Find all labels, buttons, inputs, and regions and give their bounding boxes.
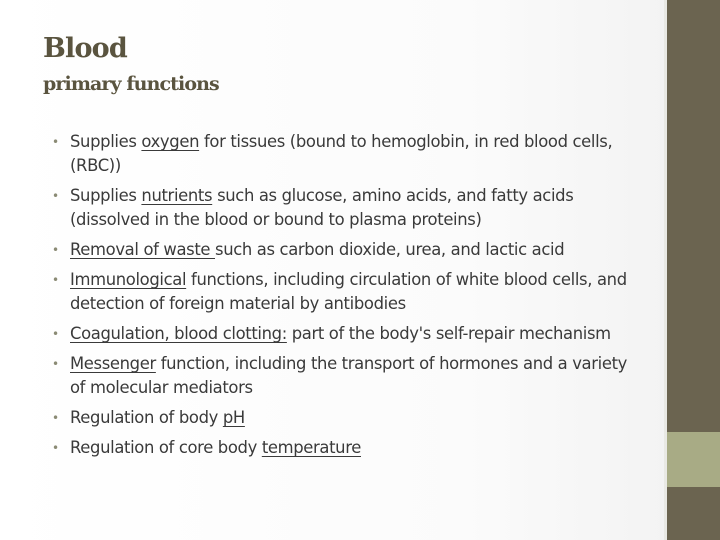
bullet-text: such as glucose, amino acids, and fatty acids (dissolved in the blood or bound to plasma proteins) — [70, 186, 574, 229]
bullet-dot-icon: • — [52, 411, 59, 425]
underlined-term: temperature — [261, 438, 361, 457]
bullet-dot-icon: • — [52, 243, 59, 257]
underlined-term: Removal of waste — [70, 240, 216, 259]
underlined-term: oxygen — [141, 132, 200, 151]
bullet-item-ph — [52, 406, 642, 430]
bullet-item-immunological — [52, 268, 642, 316]
bullet-text: Regulation of core body — [70, 438, 262, 457]
bullet-text: function, including the transport of hormones and a variety of molecular mediators — [70, 354, 627, 397]
slide-subtitle: primary functions — [43, 73, 219, 95]
underlined-term: Coagulation, blood clotting: — [70, 324, 287, 343]
bullet-item-oxygen — [52, 130, 642, 178]
bullet-item-coagulation — [52, 322, 642, 346]
bullet-item-messenger — [52, 352, 642, 400]
bullet-dot-icon: • — [52, 327, 59, 341]
bullet-text: for tissues (bound to hemoglobin, in red blood cells, (RBC)) — [70, 132, 613, 175]
bullet-dot-icon: • — [52, 135, 59, 149]
bullet-item-temperature — [52, 436, 642, 460]
slide-title: Blood — [43, 33, 127, 64]
bullet-text: Supplies — [70, 186, 142, 205]
underlined-term: pH — [222, 408, 245, 427]
underlined-term: nutrients — [141, 186, 213, 205]
sidebar-accent-block — [667, 432, 720, 487]
bullet-dot-icon: • — [52, 189, 59, 203]
bullet-text: part of the body's self-repair mechanism — [286, 324, 611, 343]
bullet-text: such as carbon dioxide, urea, and lactic acid — [215, 240, 565, 259]
bullet-dot-icon: • — [52, 357, 59, 371]
underlined-term: Messenger — [70, 354, 156, 373]
bullet-item-nutrients — [52, 184, 642, 232]
bullet-text: Supplies — [70, 132, 142, 151]
bullet-text: Regulation of body — [70, 408, 223, 427]
bullet-item-waste — [52, 238, 642, 262]
underlined-term: Immunological — [70, 270, 187, 289]
bullet-text: functions, including circulation of white blood cells, and detection of foreign material by antibodies — [70, 270, 627, 313]
bullet-dot-icon: • — [52, 441, 59, 455]
bullet-list — [52, 130, 642, 466]
bullet-dot-icon: • — [52, 273, 59, 287]
